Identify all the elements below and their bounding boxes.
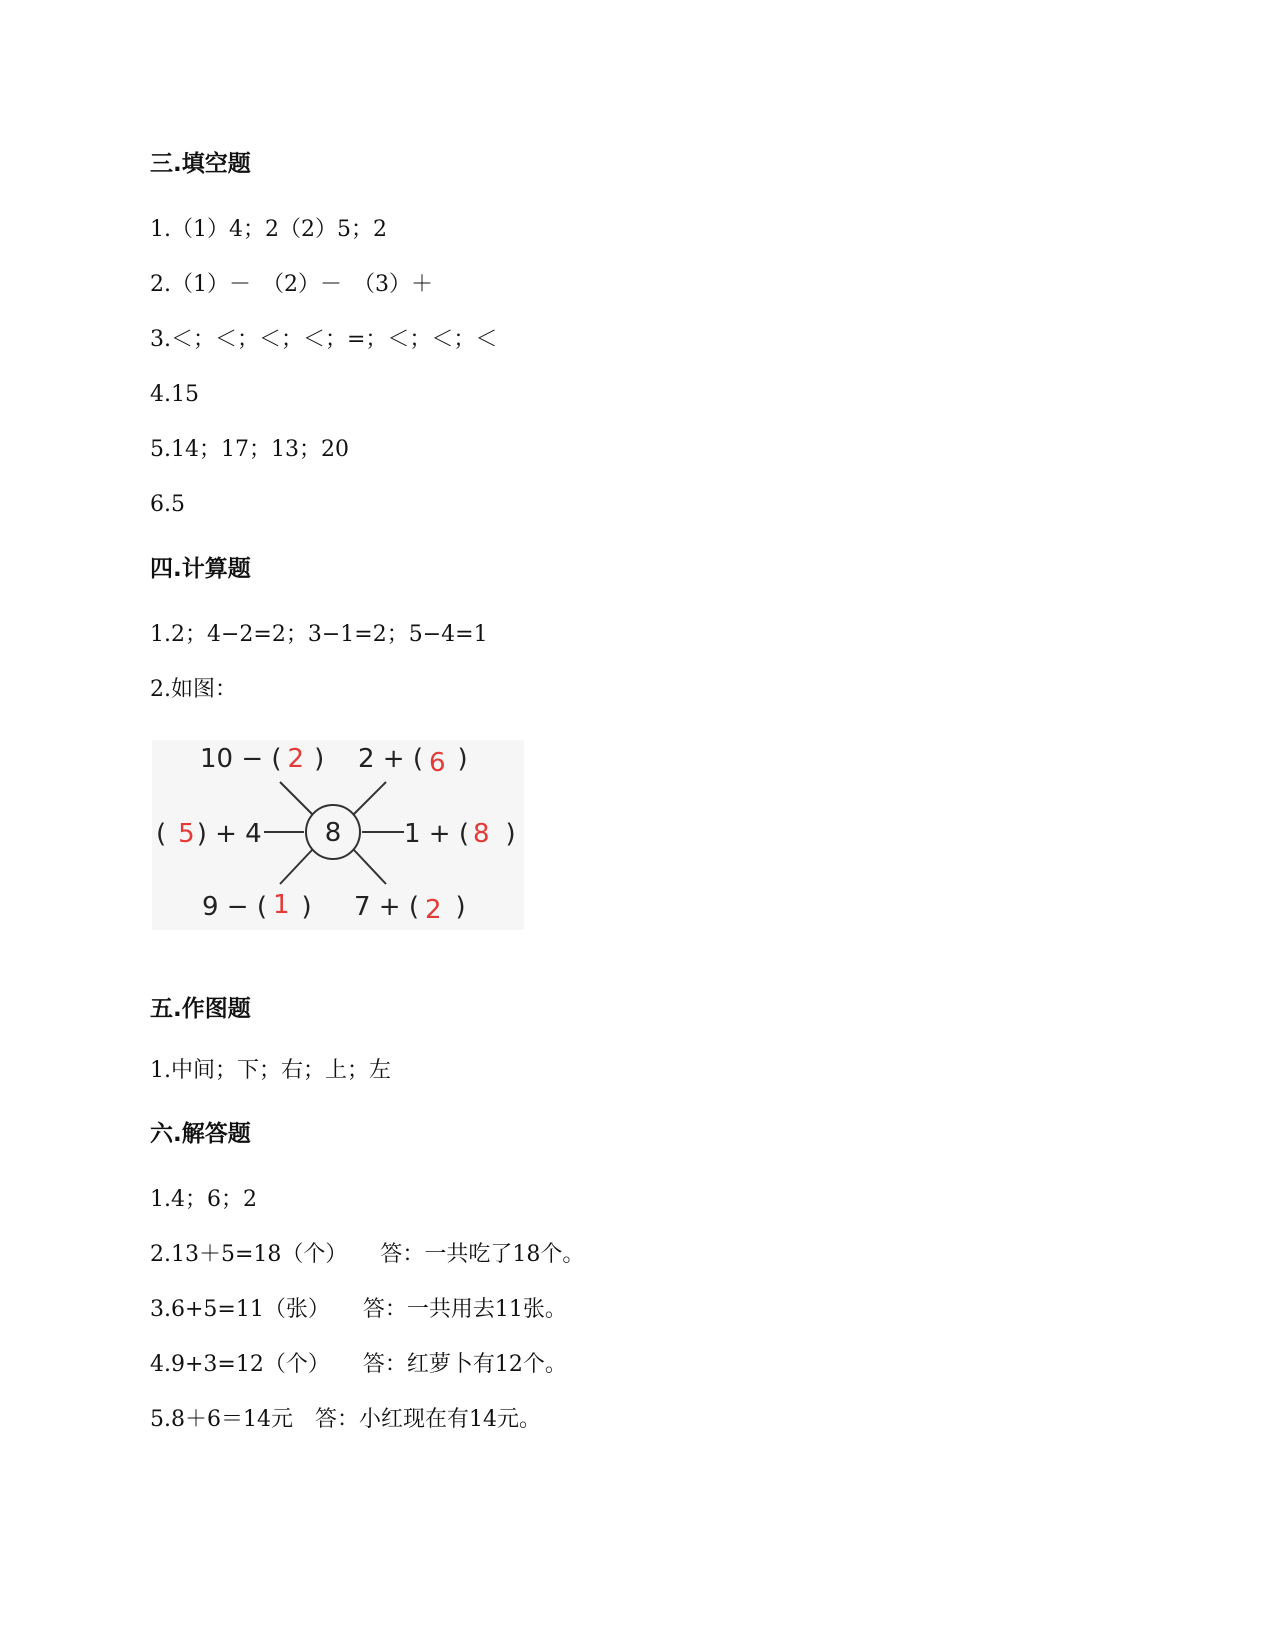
answer-number: 2 bbox=[425, 895, 442, 925]
spoke-line bbox=[354, 782, 386, 814]
branch-expression: 9 − ( 1 ) bbox=[202, 890, 312, 922]
answer-line: 1.4；6；2 bbox=[150, 1187, 257, 1212]
branch-expression: 2 + ( 6 ) bbox=[358, 744, 468, 778]
answer-number: 5 bbox=[178, 819, 195, 849]
section-heading-fill-blank: 三.填空题 bbox=[150, 151, 251, 177]
branch-expression: ( 5) + 4 bbox=[156, 819, 262, 849]
answer-line: 5.8＋6＝14元 答：小红现在有14元。 bbox=[150, 1407, 541, 1432]
answer-number: 8 bbox=[473, 819, 490, 849]
spoke-line bbox=[354, 850, 386, 884]
center-number: 8 bbox=[324, 818, 342, 848]
spoke-line bbox=[280, 850, 312, 884]
answer-number: 2 bbox=[287, 744, 305, 774]
section-heading-calculation: 四.计算题 bbox=[150, 556, 251, 582]
answer-line: 6.5 bbox=[150, 492, 185, 517]
answer-number: 6 bbox=[429, 748, 446, 778]
answer-line: 1.2；4−2=2；3−1=2；5−4=1 bbox=[150, 622, 488, 647]
number-web-diagram bbox=[152, 740, 524, 930]
answer-number: 1 bbox=[273, 890, 290, 920]
answer-line: 5.14；17；13；20 bbox=[150, 437, 349, 462]
answer-line: 3.＜；＜；＜；＜；=；＜；＜；＜ bbox=[150, 327, 498, 352]
answer-line: 2.如图： bbox=[150, 677, 237, 702]
section-heading-drawing: 五.作图题 bbox=[150, 996, 251, 1022]
section-heading-word-problems: 六.解答题 bbox=[150, 1121, 251, 1147]
spoke-line bbox=[280, 782, 312, 814]
branch-expression: 7 + ( 2 ) bbox=[354, 892, 466, 925]
answer-line: 1.中间；下；右；上；左 bbox=[150, 1058, 391, 1083]
answer-line: 2.（1）－ （2）－ （3）＋ bbox=[150, 272, 433, 297]
number-web-figure bbox=[152, 740, 524, 930]
branch-expression: 1 + ( 8 ) bbox=[404, 819, 516, 849]
answer-line: 4.15 bbox=[150, 382, 199, 407]
answer-line: 1.（1）4；2（2）5；2 bbox=[150, 217, 387, 242]
answer-line: 4.9+3=12（个） 答：红萝卜有12个。 bbox=[150, 1352, 567, 1377]
answer-line: 2.13＋5=18（个） 答：一共吃了18个。 bbox=[150, 1242, 585, 1267]
answer-line: 3.6+5=11（张） 答：一共用去11张。 bbox=[150, 1297, 567, 1322]
branch-expression: 10 − ( 2 ) bbox=[200, 744, 325, 774]
